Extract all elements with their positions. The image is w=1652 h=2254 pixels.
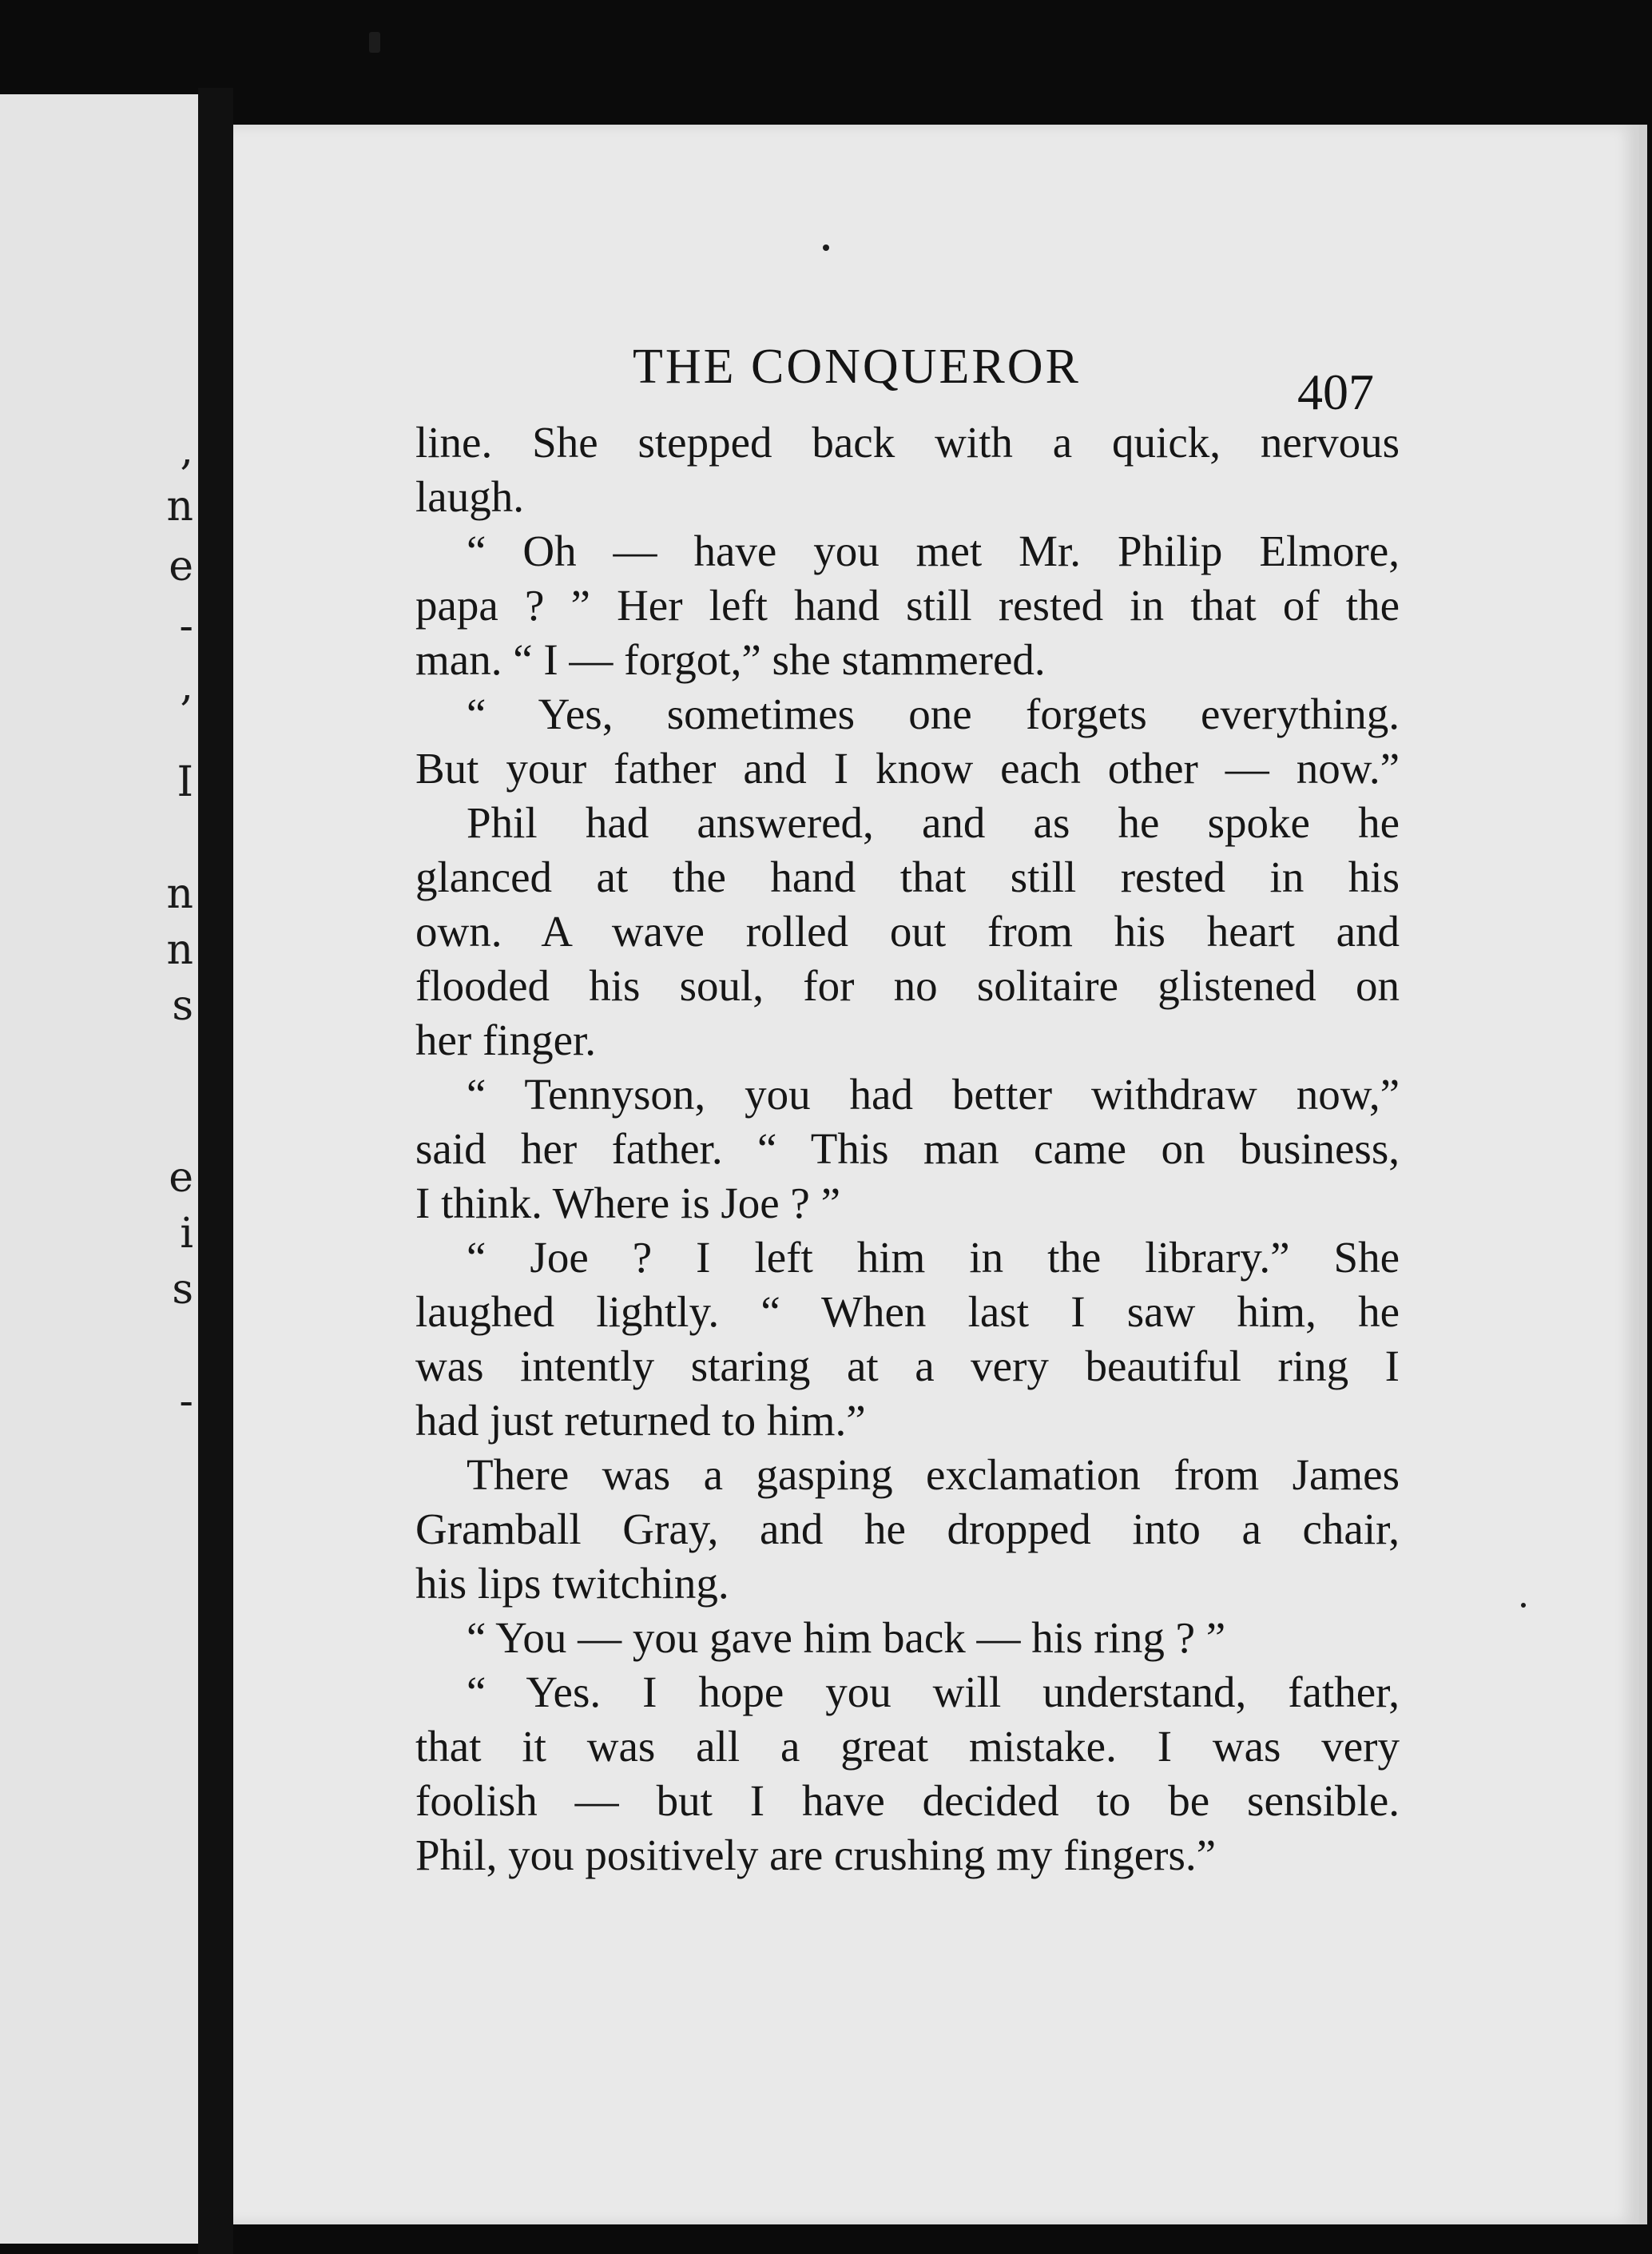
text-line: his lips twitching. [415,1559,729,1608]
scan-speck [369,32,380,53]
text-line: laugh. [415,472,524,521]
text-line: man. “ I — forgot,” she stammered. [415,635,1046,684]
text-line: I think. Where is Joe ? ” [415,1179,841,1227]
left-page-fragment: , [180,427,193,475]
paragraph [415,1611,1400,1665]
page-number: 407 [1297,364,1374,420]
scan-speck [1521,1603,1526,1608]
text-line: glanced at the hand that still rested in his [415,853,1400,901]
paragraph [415,796,1400,1067]
left-page-fragment: n [166,870,193,918]
paragraph [415,415,1400,524]
text-line: papa ? ” Her left hand still rested in that of the [415,581,1400,630]
left-page-fragment: e [169,543,193,590]
text-line: laughed lightly. “ When last I saw him, he [415,1287,1400,1336]
body-text [415,415,1400,1882]
text-line: There was a gasping exclamation from James [467,1450,1400,1499]
left-page-fragment: i [180,1210,193,1258]
text-line: “ Yes. I hope you will understand, father, [467,1668,1400,1716]
scan-speck [823,244,829,251]
text-line: “ Tennyson, you had better withdraw now,” [467,1070,1400,1119]
left-page-fragment: s [172,982,193,1030]
text-line: Gramball Gray, and he dropped into a chair, [415,1505,1400,1553]
left-page-fragment: n [166,926,193,974]
running-title: THE CONQUEROR [633,340,1081,394]
text-line: her finger. [415,1016,597,1064]
paragraph [415,1230,1400,1448]
text-line: own. A wave rolled out from his heart and [415,907,1400,956]
paragraph [415,687,1400,796]
paragraph [415,1448,1400,1611]
text-line: Phil had answered, and as he spoke he [467,798,1400,847]
book-gutter [198,88,233,2254]
left-page-fragment: - [179,1377,193,1425]
left-page-fragment: , [180,662,193,710]
text-line: foolish — but I have decided to be sensible. [415,1776,1400,1825]
left-page-fragment: e [169,1154,193,1202]
text-line: “ Oh — have you met Mr. Philip Elmore, [467,527,1400,575]
text-line: had just returned to him.” [415,1396,866,1445]
paragraph [415,1067,1400,1230]
right-page [233,125,1647,2224]
text-line: But your father and I know each other — now.” [415,744,1400,793]
text-line: that it was all a great mistake. I was very [415,1722,1400,1771]
left-page-fragment: s [172,1266,193,1314]
left-page-fragment: I [177,758,193,806]
text-line: flooded his soul, for no solitaire glistened on [415,961,1400,1010]
paragraph [415,1665,1400,1882]
text-line: said her father. “ This man came on business, [415,1124,1400,1173]
left-page-fragment: - [179,602,193,650]
text-line: was intently staring at a very beautiful ring I [415,1342,1400,1390]
text-line: “ Yes, sometimes one forgets everything. [467,690,1400,738]
text-line: “ Joe ? I left him in the library.” She [467,1233,1400,1282]
paragraph [415,524,1400,687]
text-line: “ You — you gave him back — his ring ? ” [467,1613,1226,1662]
text-line: Phil, you positively are crushing my fingers.” [415,1831,1217,1879]
left-facing-page [0,94,201,2244]
left-page-fragment: n [166,483,193,531]
text-line: line. She stepped back with a quick, nervous [415,418,1400,467]
